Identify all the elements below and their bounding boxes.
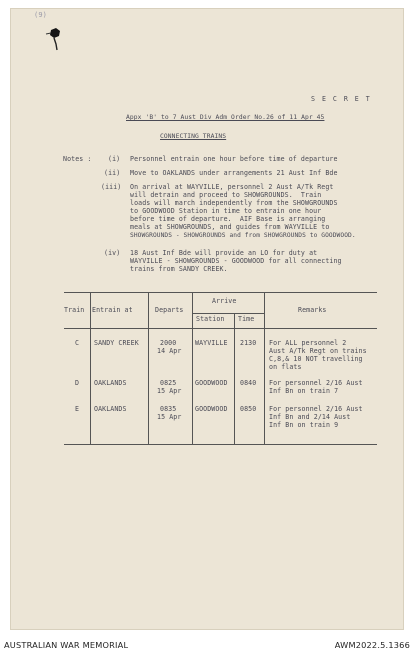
cell-departs-date: 15 Apr — [157, 387, 182, 395]
header-remarks: Remarks — [298, 306, 327, 314]
note-line: On arrival at WAYVILLE, personnel 2 Aust A/Tk Regt — [130, 183, 334, 191]
cell-entrain: OAKLANDS — [94, 379, 127, 387]
cell-time: 0850 — [240, 405, 257, 413]
cell-train: C — [75, 339, 80, 347]
note-line: WAYVILLE - SHOWGROUNDS - GOODWOOD for all connecting — [130, 257, 342, 265]
notes-label: Notes : — [63, 155, 92, 163]
document-title: CONNECTING TRAINS — [160, 133, 227, 140]
cell-remarks: For personnel 2/16 Aust — [269, 379, 363, 387]
cell-departs-time: 0835 — [160, 405, 177, 413]
note-line: 18 Aust Inf Bde will provide an LO for duty at — [130, 249, 318, 257]
pencil-mark: (9) — [34, 11, 47, 19]
note-line: will detrain and proceed to SHOWGROUNDS. Train — [130, 191, 322, 199]
cell-remarks: Inf Bn and 2/14 Aust — [269, 413, 351, 421]
cell-station: GOODWOOD — [195, 405, 228, 413]
document-reference: Appx 'B' to 7 Aust Div Adm Order No.26 of 11 Apr 45 — [126, 114, 325, 121]
cell-remarks: For personnel 2/16 Aust — [269, 405, 363, 413]
cell-remarks: Inf Bn on train 7 — [269, 387, 339, 395]
cell-station: GOODWOOD — [195, 379, 228, 387]
header-station: Station — [196, 315, 225, 323]
footer-bar — [0, 638, 414, 653]
cell-remarks: C,8,& 10 NOT travelling — [269, 355, 363, 363]
note-line: loads will march independently from the SHOWGROUNDS — [130, 199, 338, 207]
note-line: Move to OAKLANDS under arrangements 21 Aust Inf Bde — [130, 169, 338, 177]
footer-institution: AUSTRALIAN WAR MEMORIAL — [4, 640, 129, 650]
note-line: before time of departure. AIF Base is arranging — [130, 215, 326, 223]
header-departs: Departs — [155, 306, 184, 314]
cell-remarks: on flats — [269, 363, 302, 371]
header-entrain: Entrain at — [92, 306, 133, 314]
cell-departs-time: 0825 — [160, 379, 177, 387]
note-number: (i) — [108, 155, 121, 163]
cell-remarks: For ALL personnel 2 — [269, 339, 347, 347]
note-line: Personnel entrain one hour before time of departure — [130, 155, 338, 163]
note-line: trains from SANDY CREEK. — [130, 265, 228, 273]
note-number: (iv) — [104, 249, 121, 257]
cell-remarks: Aust A/Tk Regt on trains — [269, 347, 367, 355]
cell-train: D — [75, 379, 80, 387]
header-arrive: Arrive — [212, 297, 237, 305]
cell-departs-date: 15 Apr — [157, 413, 182, 421]
pin-hole-icon — [42, 22, 70, 54]
cell-remarks: Inf Bn on train 9 — [269, 421, 339, 429]
cell-train: E — [75, 405, 80, 413]
note-number: (iii) — [101, 183, 122, 191]
classification: S E C R E T — [311, 95, 372, 103]
note-line: meals at SHOWGROUNDS, and guides from WAYVILLE to — [130, 223, 330, 231]
cell-departs-date: 14 Apr — [157, 347, 182, 355]
note-number: (ii) — [104, 169, 121, 177]
note-line: to GOODWOOD Station in time to entrain one hour — [130, 207, 322, 215]
footer-accession-number: AWM2022.5.1366 — [334, 640, 410, 650]
note-line: SHOWGROUNDS - SHOWGROUNDS and from SHOWGROUNDS to GOODWOOD. — [130, 232, 356, 239]
cell-entrain: SANDY CREEK — [94, 339, 139, 347]
header-time: Time — [238, 315, 255, 323]
cell-time: 0840 — [240, 379, 257, 387]
cell-station: WAYVILLE — [195, 339, 228, 347]
header-train: Train — [64, 306, 85, 314]
cell-entrain: OAKLANDS — [94, 405, 127, 413]
cell-time: 2130 — [240, 339, 257, 347]
cell-departs-time: 2000 — [160, 339, 177, 347]
